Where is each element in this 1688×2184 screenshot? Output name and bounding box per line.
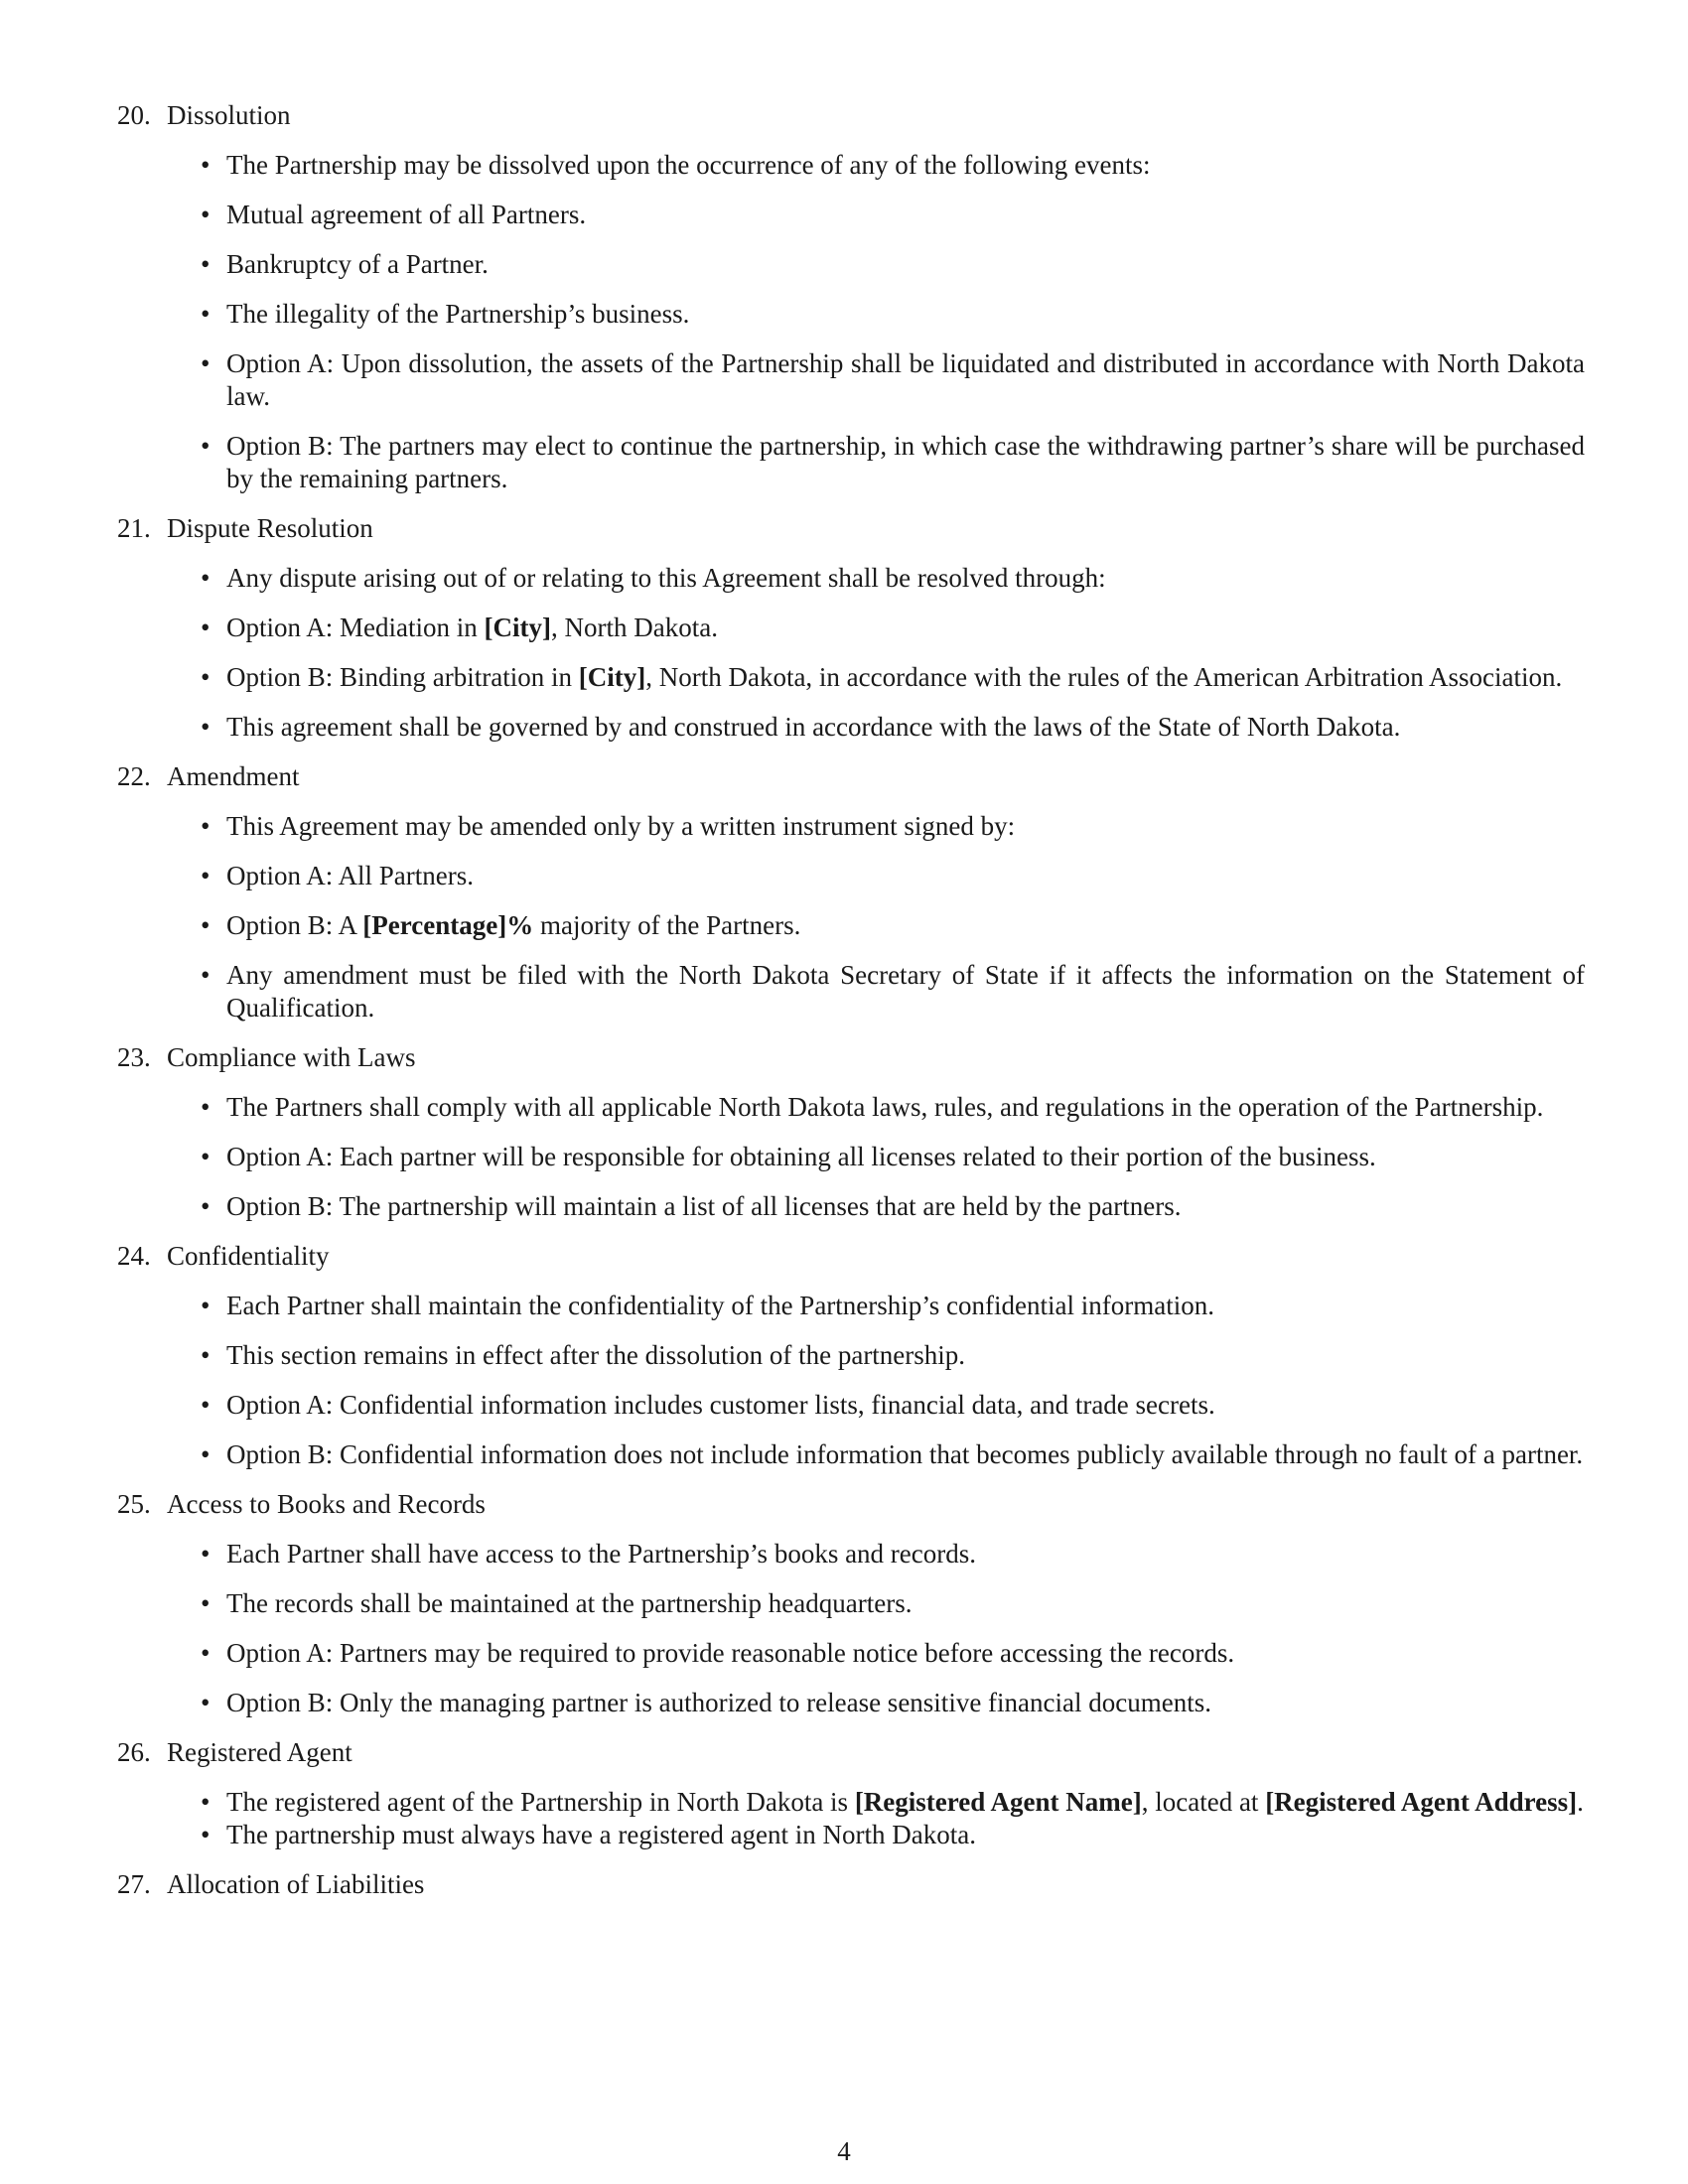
text-run: The Partnership may be dissolved upon the occurrence of any of the following events: <box>226 150 1151 180</box>
text-run: Each Partner shall maintain the confidentiality of the Partnership’s confidential information. <box>226 1291 1214 1320</box>
list-item <box>201 430 1585 495</box>
bullet-icon: • <box>201 712 211 742</box>
bullet-icon: • <box>201 563 211 593</box>
section-22 <box>117 760 1587 1024</box>
text-run: Option B: The partnership will maintain a list of all licenses that are held by the partners. <box>226 1191 1182 1221</box>
text-run: Mutual agreement of all Partners. <box>226 200 587 229</box>
list-item <box>201 612 1585 644</box>
list-item <box>201 1190 1585 1223</box>
bullet-icon: • <box>201 1142 211 1171</box>
text-run: Option B: Only the managing partner is authorized to release sensitive financial documents. <box>226 1688 1211 1717</box>
section-number: 21. <box>117 513 151 543</box>
list-item <box>201 1141 1585 1173</box>
bullet-list <box>201 1786 1587 1851</box>
list-item <box>201 1389 1585 1422</box>
placeholder-field: [Percentage]% <box>362 910 534 940</box>
list-item <box>201 1290 1585 1322</box>
bullet-icon: • <box>201 249 211 279</box>
list-item <box>201 199 1585 231</box>
bullet-icon: • <box>201 1539 211 1569</box>
text-run: Bankruptcy of a Partner. <box>226 249 489 279</box>
bullet-icon: • <box>201 1340 211 1370</box>
text-run: , North Dakota, in accordance with the rules of the American Arbitration Association. <box>645 662 1563 692</box>
section-heading <box>117 760 1587 793</box>
text-run: The records shall be maintained at the partnership headquarters. <box>226 1588 913 1618</box>
section-27 <box>117 1868 1587 1901</box>
text-run: The registered agent of the Partnership in North Dakota is <box>226 1787 855 1817</box>
placeholder-field: [City] <box>578 662 646 692</box>
text-run: Option A: Confidential information includes customer lists, financial data, and trade secrets. <box>226 1390 1215 1420</box>
section-title: Confidentiality <box>167 1241 330 1271</box>
section-heading <box>117 1488 1587 1521</box>
bullet-icon: • <box>201 1092 211 1122</box>
bullet-icon: • <box>201 910 211 940</box>
placeholder-field: [Registered Agent Address] <box>1265 1787 1578 1817</box>
bullet-icon: • <box>201 1820 211 1849</box>
section-title: Access to Books and Records <box>167 1489 486 1519</box>
bullet-icon: • <box>201 1688 211 1717</box>
list-item <box>201 298 1585 331</box>
placeholder-field: [Registered Agent Name] <box>854 1787 1142 1817</box>
list-item <box>201 711 1585 744</box>
section-number: 24. <box>117 1241 151 1271</box>
list-item <box>201 347 1585 413</box>
section-heading <box>117 99 1587 132</box>
text-run: . <box>1577 1787 1584 1817</box>
section-number: 25. <box>117 1489 151 1519</box>
list-item <box>201 860 1585 892</box>
text-run: Option B: Binding arbitration in <box>226 662 579 692</box>
list-item <box>201 1819 1585 1851</box>
bullet-icon: • <box>201 1588 211 1618</box>
text-run: , located at <box>1141 1787 1266 1817</box>
text-run: majority of the Partners. <box>533 910 801 940</box>
text-run: This Agreement may be amended only by a written instrument signed by: <box>226 811 1016 841</box>
bullet-icon: • <box>201 1291 211 1320</box>
section-title: Amendment <box>167 761 300 791</box>
section-title: Dissolution <box>167 100 291 130</box>
text-run: Any amendment must be filed with the North Dakota Secretary of State if it affects the information on the Statement of Qualification. <box>226 960 1585 1023</box>
section-number: 23. <box>117 1042 151 1072</box>
bullet-list <box>201 1091 1587 1223</box>
bullet-icon: • <box>201 960 211 990</box>
section-26 <box>117 1736 1587 1851</box>
bullet-icon: • <box>201 811 211 841</box>
bullet-icon: • <box>201 613 211 642</box>
list-item <box>201 149 1585 182</box>
list-item <box>201 1538 1585 1570</box>
text-run: This agreement shall be governed by and construed in accordance with the laws of the State of North Dakota. <box>226 712 1401 742</box>
section-number: 26. <box>117 1737 151 1767</box>
bullet-icon: • <box>201 299 211 329</box>
text-run: Option A: Mediation in <box>226 613 485 642</box>
page-number: 4 <box>837 2136 851 2166</box>
bullet-icon: • <box>201 348 211 378</box>
text-run: Option B: The partners may elect to continue the partnership, in which case the withdrawing partner’s share will be purchased by the remaining partners. <box>226 431 1585 493</box>
placeholder-field: [City] <box>484 613 551 642</box>
section-title: Allocation of Liabilities <box>167 1869 425 1899</box>
bullet-list <box>201 562 1587 744</box>
bullet-list <box>201 149 1587 495</box>
section-24 <box>117 1240 1587 1471</box>
section-number: 27. <box>117 1869 151 1899</box>
section-heading <box>117 1041 1587 1074</box>
text-run: Option A: Upon dissolution, the assets of the Partnership shall be liquidated and distributed in accordance with North Dakota law. <box>226 348 1585 411</box>
document-body <box>117 99 1587 1918</box>
text-run: Option A: Partners may be required to provide reasonable notice before accessing the records. <box>226 1638 1235 1668</box>
list-item <box>201 1687 1585 1719</box>
list-item <box>201 562 1585 595</box>
bullet-list <box>201 1290 1587 1471</box>
text-run: This section remains in effect after the dissolution of the partnership. <box>226 1340 966 1370</box>
section-title: Compliance with Laws <box>167 1042 416 1072</box>
section-25 <box>117 1488 1587 1719</box>
list-item <box>201 1786 1585 1819</box>
list-item <box>201 1587 1585 1620</box>
bullet-icon: • <box>201 662 211 692</box>
list-item <box>201 1637 1585 1670</box>
section-heading <box>117 512 1587 545</box>
list-item <box>201 661 1585 694</box>
list-item <box>201 959 1585 1024</box>
section-20 <box>117 99 1587 495</box>
text-run: Option A: All Partners. <box>226 861 474 890</box>
list-item <box>201 1438 1585 1471</box>
text-run: Any dispute arising out of or relating to this Agreement shall be resolved through: <box>226 563 1106 593</box>
section-number: 20. <box>117 100 151 130</box>
bullet-icon: • <box>201 1787 211 1817</box>
bullet-list <box>201 1538 1587 1719</box>
text-run: Each Partner shall have access to the Partnership’s books and records. <box>226 1539 977 1569</box>
bullet-icon: • <box>201 200 211 229</box>
text-run: The illegality of the Partnership’s business. <box>226 299 690 329</box>
section-21 <box>117 512 1587 744</box>
bullet-icon: • <box>201 861 211 890</box>
text-run: Option A: Each partner will be responsible for obtaining all licenses related to their portion of the business. <box>226 1142 1376 1171</box>
section-heading <box>117 1736 1587 1769</box>
bullet-list <box>201 810 1587 1024</box>
section-title: Registered Agent <box>167 1737 352 1767</box>
bullet-icon: • <box>201 1638 211 1668</box>
list-item <box>201 248 1585 281</box>
list-item <box>201 909 1585 942</box>
text-run: The Partners shall comply with all applicable North Dakota laws, rules, and regulations in the operation of the Partnership. <box>226 1092 1544 1122</box>
bullet-icon: • <box>201 1390 211 1420</box>
text-run: Option B: A <box>226 910 363 940</box>
section-number: 22. <box>117 761 151 791</box>
text-run: Option B: Confidential information does not include information that becomes publicly available through no fault of a partner. <box>226 1439 1584 1469</box>
bullet-icon: • <box>201 1439 211 1469</box>
list-item <box>201 1339 1585 1372</box>
bullet-icon: • <box>201 431 211 461</box>
text-run: , North Dakota. <box>550 613 718 642</box>
list-item <box>201 1091 1585 1124</box>
bullet-icon: • <box>201 1191 211 1221</box>
list-item <box>201 810 1585 843</box>
bullet-icon: • <box>201 150 211 180</box>
section-heading <box>117 1240 1587 1273</box>
text-run: The partnership must always have a registered agent in North Dakota. <box>226 1820 976 1849</box>
section-title: Dispute Resolution <box>167 513 373 543</box>
section-23 <box>117 1041 1587 1223</box>
section-heading <box>117 1868 1587 1901</box>
